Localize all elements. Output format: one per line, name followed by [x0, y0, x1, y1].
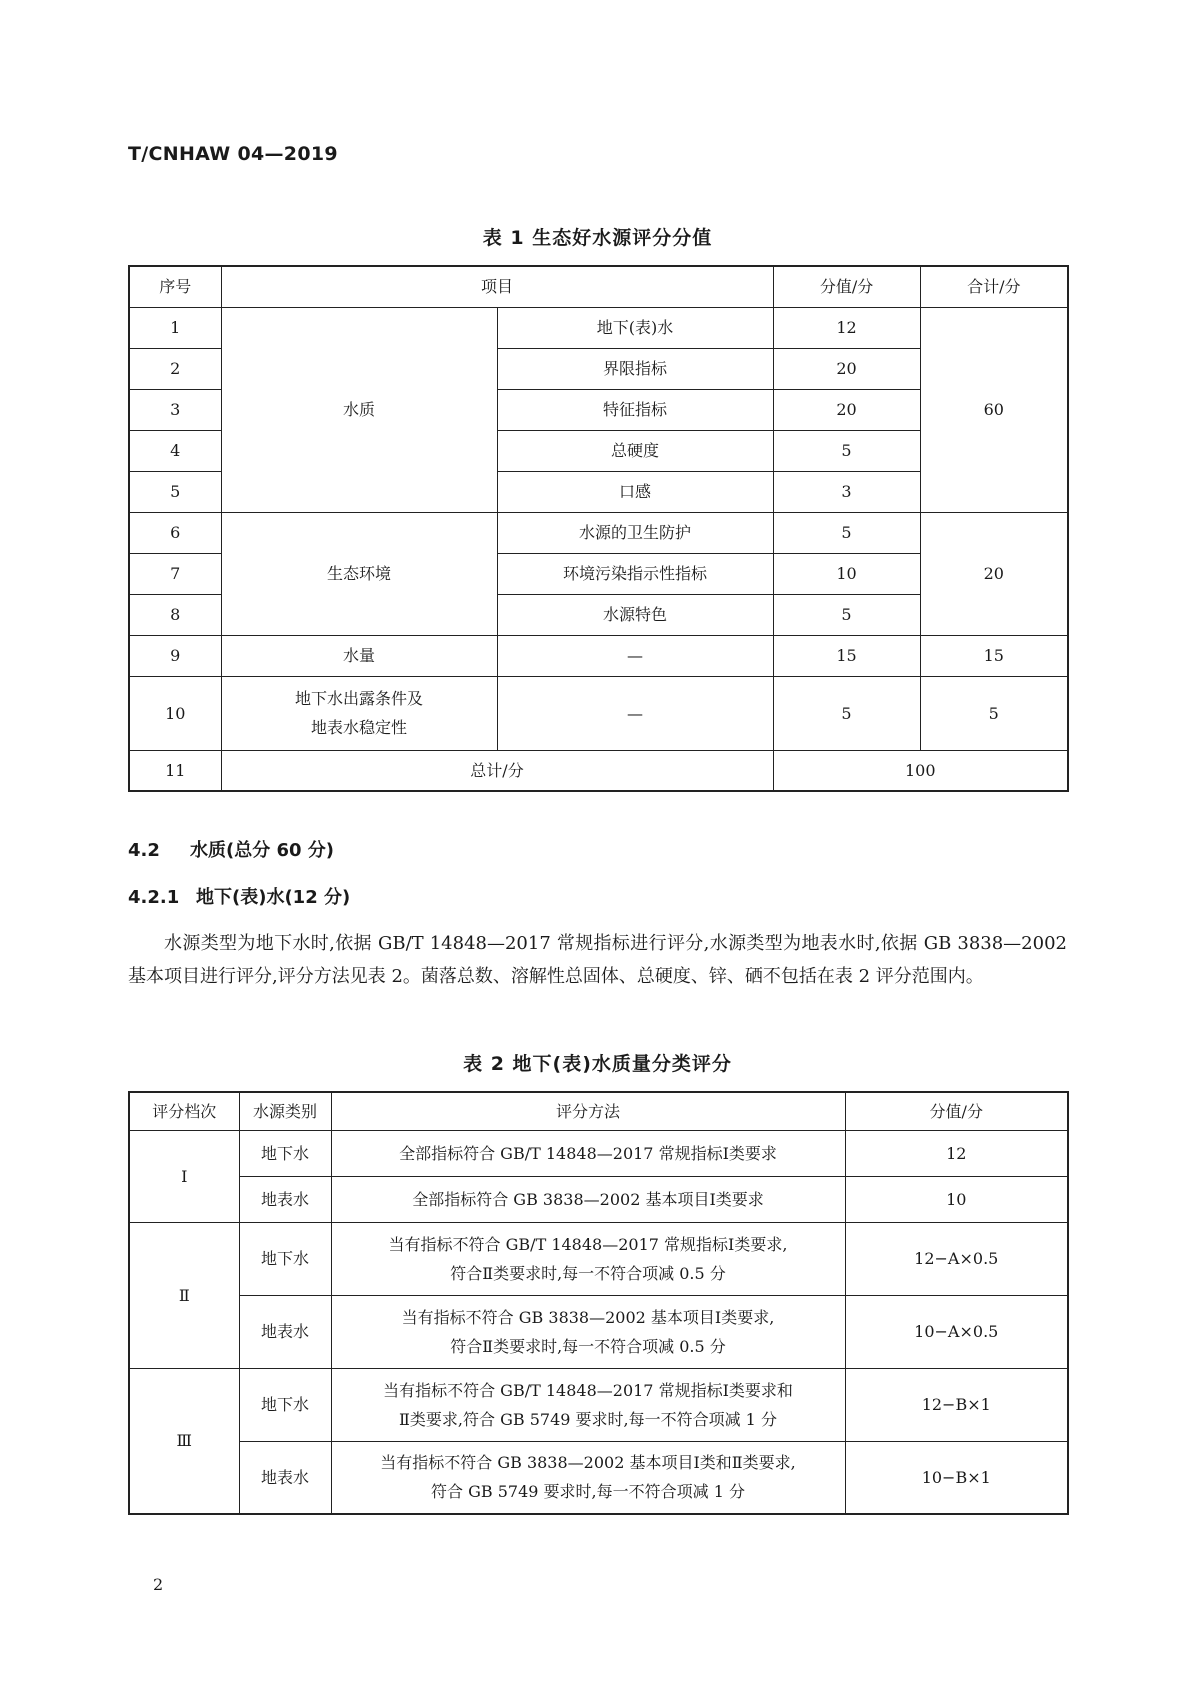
score-value: 5 [773, 594, 920, 635]
page-number: 2 [153, 1575, 164, 1594]
score-value: 5 [773, 430, 920, 471]
section-number: 4.2 [128, 840, 160, 861]
group-total: 20 [920, 512, 1068, 635]
row-total: 15 [920, 635, 1068, 676]
row-number: 3 [129, 389, 221, 430]
table-row [129, 1441, 1068, 1514]
header-grade: 评分档次 [129, 1092, 239, 1130]
sub-item: 特征指标 [497, 389, 773, 430]
score-value: 5 [773, 676, 920, 750]
score-cell: 10 [845, 1176, 1068, 1222]
grand-total-label: 总计/分 [221, 750, 773, 791]
table-row [129, 512, 1068, 553]
sub-item: 总硬度 [497, 430, 773, 471]
water-type: 地表水 [239, 1176, 331, 1222]
row-total: 5 [920, 676, 1068, 750]
table-row [129, 1368, 1068, 1441]
row-number: 9 [129, 635, 221, 676]
row-number: 2 [129, 348, 221, 389]
score-value: 20 [773, 389, 920, 430]
method-line: 符合Ⅱ类要求时,每一不符合项减 0.5 分 [450, 1263, 726, 1283]
method-line: 全部指标符合 GB/T 14848—2017 常规指标Ⅰ类要求 [399, 1143, 777, 1163]
method-line: 当有指标不符合 GB/T 14848—2017 常规指标Ⅰ类要求和 [383, 1380, 793, 1400]
method-line: 当有指标不符合 GB 3838—2002 基本项目Ⅰ类要求, [401, 1307, 775, 1327]
row-number: 8 [129, 594, 221, 635]
header-type: 水源类别 [239, 1092, 331, 1130]
score-value: 15 [773, 635, 920, 676]
section-number: 4.2.1 [128, 887, 180, 908]
quality-grading-table [128, 1091, 1069, 1515]
table-row [129, 1222, 1068, 1295]
water-type: 地下水 [239, 1130, 331, 1176]
method-line: Ⅱ类要求,符合 GB 5749 要求时,每一不符合项减 1 分 [399, 1409, 777, 1429]
method-cell [331, 1176, 845, 1222]
method-line: 符合Ⅱ类要求时,每一不符合项减 0.5 分 [450, 1336, 726, 1356]
document-code: T/CNHAW 04—2019 [128, 143, 338, 165]
table-row [129, 676, 1068, 750]
sub-item: 环境污染指示性指标 [497, 553, 773, 594]
section-heading-4-2 [128, 836, 334, 862]
score-value: 20 [773, 348, 920, 389]
row-number: 4 [129, 430, 221, 471]
header-method: 评分方法 [331, 1092, 845, 1130]
table2-caption: 表 2 地下(表)水质量分类评分 [463, 1053, 732, 1075]
section-title: 地下(表)水(12 分) [196, 887, 351, 908]
group-total: 60 [920, 307, 1068, 512]
sub-item: 水源的卫生防护 [497, 512, 773, 553]
sub-item: 水源特色 [497, 594, 773, 635]
header-score: 分值/分 [773, 266, 920, 307]
sub-item: — [497, 676, 773, 750]
item-name-line: 地下水出露条件及 [294, 689, 423, 708]
header-total: 合计/分 [920, 266, 1068, 307]
row-number: 11 [129, 750, 221, 791]
grand-total-value: 100 [773, 750, 1068, 791]
grade-cell: Ⅱ [129, 1222, 239, 1368]
group-water-quality: 水质 [221, 307, 497, 512]
row-number: 10 [129, 676, 221, 750]
method-cell [331, 1441, 845, 1514]
sub-item: 界限指标 [497, 348, 773, 389]
section-title: 水质(总分 60 分) [190, 840, 335, 861]
table-row [129, 307, 1068, 348]
section-heading-4-2-1 [128, 883, 350, 909]
method-line: 全部指标符合 GB 3838—2002 基本项目Ⅰ类要求 [412, 1189, 764, 1209]
table-row [129, 1176, 1068, 1222]
method-line: 当有指标不符合 GB/T 14848—2017 常规指标Ⅰ类要求, [388, 1234, 788, 1254]
row-number: 1 [129, 307, 221, 348]
sub-item: 地下(表)水 [497, 307, 773, 348]
row-number: 7 [129, 553, 221, 594]
table-row [129, 1295, 1068, 1368]
item-name [221, 676, 497, 750]
table1-caption: 表 1 生态好水源评分分值 [482, 227, 713, 249]
table-row [129, 1130, 1068, 1176]
method-line: 符合 GB 5749 要求时,每一不符合项减 1 分 [431, 1482, 745, 1502]
score-table [128, 265, 1069, 792]
method-cell [331, 1130, 845, 1176]
score-value: 10 [773, 553, 920, 594]
water-type: 地表水 [239, 1295, 331, 1368]
method-cell [331, 1368, 845, 1441]
header-item: 项目 [221, 266, 773, 307]
score-cell: 12−B×1 [845, 1368, 1068, 1441]
score-value: 5 [773, 512, 920, 553]
water-type: 地下水 [239, 1368, 331, 1441]
group-ecology: 生态环境 [221, 512, 497, 635]
sub-item: 口感 [497, 471, 773, 512]
row-number: 5 [129, 471, 221, 512]
score-cell: 10−A×0.5 [845, 1295, 1068, 1368]
item-name: 水量 [221, 635, 497, 676]
score-value: 3 [773, 471, 920, 512]
water-type: 地下水 [239, 1222, 331, 1295]
score-cell: 12−A×0.5 [845, 1222, 1068, 1295]
item-name-line: 地表水稳定性 [310, 718, 407, 737]
grade-cell: Ⅲ [129, 1368, 239, 1514]
table-header-row [129, 266, 1068, 307]
method-cell [331, 1295, 845, 1368]
table-row [129, 635, 1068, 676]
table-header-row [129, 1092, 1068, 1130]
header-score: 分值/分 [845, 1092, 1068, 1130]
score-cell: 10−B×1 [845, 1441, 1068, 1514]
body-paragraph: 水源类型为地下水时,依据 GB/T 14848—2017 常规指标进行评分,水源类型为地表水时,依据 GB 3838—2002 基本项目进行评分,评分方法见表 2。菌落总数、溶解性总固体、总硬度、锌、硒不包括在表 2 评分范围内。 [128, 933, 1067, 987]
water-type: 地表水 [239, 1441, 331, 1514]
table-row [129, 750, 1068, 791]
grade-cell: Ⅰ [129, 1130, 239, 1222]
score-cell: 12 [845, 1130, 1068, 1176]
method-line: 当有指标不符合 GB 3838—2002 基本项目Ⅰ类和Ⅱ类要求, [380, 1453, 796, 1473]
header-no: 序号 [129, 266, 221, 307]
method-cell [331, 1222, 845, 1295]
score-value: 12 [773, 307, 920, 348]
sub-item: — [497, 635, 773, 676]
row-number: 6 [129, 512, 221, 553]
